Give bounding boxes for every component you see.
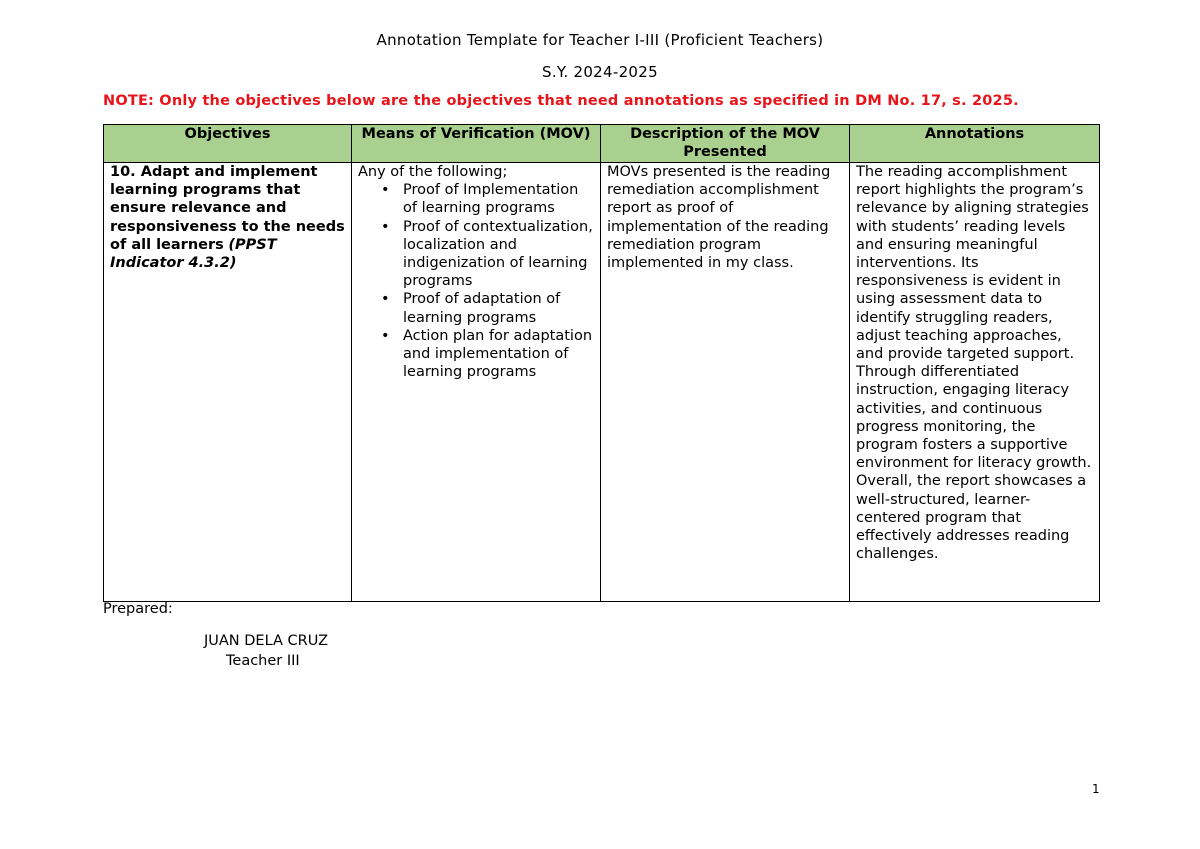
ppst-indicator: (PPST Indicator 4.3.2) bbox=[110, 236, 277, 272]
bullet-icon: • bbox=[381, 291, 390, 308]
mov-item-text: Proof of contextualization, localization and indigenization of learning programs bbox=[403, 218, 593, 290]
annotation-cell: The reading accomplishment report highlights the program’s relevance by aligning strategies with students’ reading levels and ensuring meaningful interventions. Its responsiveness is evident in using assessment data to identify struggling readers, adjust teaching approaches, and provide targeted support. Through differentiated instruction, engaging literacy activities, and continuous progress monitoring, the program fosters a supportive environment for literacy growth. Overall, the report showcases a well-structured, learner-centered program that effectively addresses reading challenges. bbox=[850, 163, 1100, 602]
objective-cell bbox=[104, 163, 352, 602]
school-year: S.Y. 2024-2025 bbox=[542, 63, 658, 81]
mov-item-text: Proof of Implementation of learning programs bbox=[403, 182, 579, 217]
page-number: 1 bbox=[1092, 782, 1100, 796]
description-cell: MOVs presented is the reading remediation accomplishment report as proof of implementation of the reading remediation program implemented in my class. bbox=[601, 163, 850, 602]
mov-item-text: Action plan for adaptation and implementation of learning programs bbox=[403, 327, 593, 381]
signatory-title: Teacher III bbox=[226, 653, 300, 669]
list-item bbox=[381, 181, 594, 217]
col-header-annotations: Annotations bbox=[850, 125, 1100, 163]
mov-list bbox=[358, 181, 594, 381]
col-header-mov: Means of Verification (MOV) bbox=[352, 125, 601, 163]
bullet-icon: • bbox=[381, 182, 390, 199]
list-item bbox=[381, 290, 594, 326]
mov-intro: Any of the following; bbox=[358, 164, 508, 180]
list-item bbox=[381, 327, 594, 382]
col-header-description: Description of the MOV Presented bbox=[601, 125, 850, 163]
note-text: NOTE: Only the objectives below are the objectives that need annotations as specified in DM No. 17, s. 2025. bbox=[103, 93, 1019, 109]
bullet-icon: • bbox=[381, 327, 390, 344]
mov-cell bbox=[352, 163, 601, 602]
prepared-label: Prepared: bbox=[103, 601, 173, 617]
objective-text: 10. Adapt and implement learning programs that ensure relevance and responsiveness to the needs of all learners bbox=[110, 164, 345, 253]
bullet-icon: • bbox=[381, 218, 390, 235]
col-header-objectives: Objectives bbox=[104, 125, 352, 163]
table-header-row bbox=[104, 125, 1100, 163]
signatory-name: JUAN DELA CRUZ bbox=[204, 633, 329, 649]
mov-item-text: Proof of adaptation of learning programs bbox=[403, 291, 561, 326]
table-row bbox=[104, 163, 1100, 602]
document-title: Annotation Template for Teacher I-III (Proficient Teachers) bbox=[376, 31, 824, 49]
annotation-table bbox=[103, 124, 1100, 602]
list-item bbox=[381, 218, 594, 291]
